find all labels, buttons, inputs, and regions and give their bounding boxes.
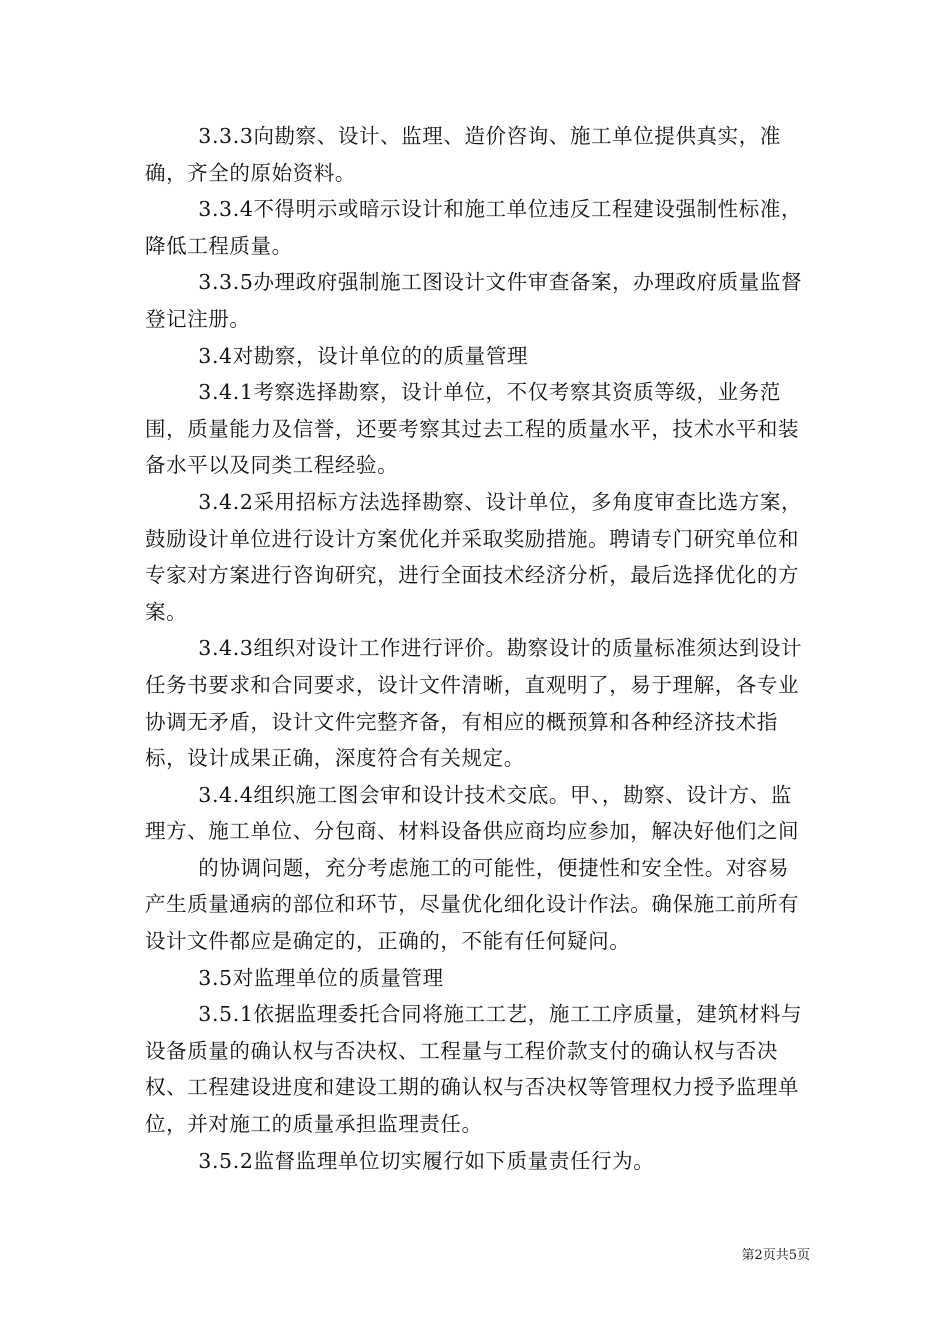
paragraph-3-4-4: 3.4.4组织施工图会审和设计技术交底。甲、，勘察、设计方、监理方、施工单位、分包商、材料设备供应商均应参加，解决好他们之间 — [145, 782, 800, 844]
section-heading-3-4: 3.4对勘察，设计单位的的质量管理 — [198, 343, 529, 368]
paragraph-3-4-3: 3.4.3组织对设计工作进行评价。勘察设计的质量标准须达到设计任务书要求和合同要求，设计文件清晰，直观明了，易于理解，各专业协调无矛盾，设计文件完整齐备，有相应的概预算和各种经济技术指标，设计成果正确，深度符合有关规定。 — [145, 636, 803, 771]
section-heading-3-5: 3.5对监理单位的质量管理 — [198, 965, 444, 990]
paragraph-3-5-2: 3.5.2监督监理单位切实履行如下质量责任行为。 — [198, 1148, 655, 1173]
document-body — [145, 118, 810, 1179]
paragraph-3-4-1: 3.4.1考察选择勘察，设计单位，不仅考察其资质等级，业务范围，质量能力及信誉，还要考察其过去工程的质量水平，技术水平和装备水平以及同类工程经验。 — [145, 380, 800, 478]
paragraph-3-4-2: 3.4.2采用招标方法选择勘察、设计单位，多角度审查比选方案，鼓励设计单位进行设计方案优化并采取奖励措施。聘请专门研究单位和专家对方案进行咨询研究，进行全面技术经济分析，最后选择优化的方案。 — [145, 489, 803, 624]
paragraph-3-5-1: 3.5.1依据监理委托合同将施工工艺，施工工序质量，建筑材料与设备质量的确认权与否决权、工程量与工程价款支付的确认权与否决权、工程建设进度和建设工期的确认权与否决权等管理权力授予监理单位，并对施工的质量承担监理责任。 — [145, 1002, 803, 1137]
paragraph-3-4-4-continued: 的协调问题，充分考虑施工的可能性，便捷性和安全性。对容易产生质量通病的部位和环节，尽量优化细化设计作法。确保施工前所有设计文件都应是确定的，正确的，不能有任何疑问。 — [145, 855, 800, 954]
page-number: 第2页共5页 — [741, 1248, 810, 1263]
paragraph-3-3-5: 3.3.5办理政府强制施工图设计文件审查备案，办理政府质量监督登记注册。 — [145, 270, 803, 331]
paragraph-3-3-3: 3.3.3向勘察、设计、监理、造价咨询、施工单位提供真实，准确，齐全的原始资料。 — [145, 124, 781, 185]
paragraph-3-3-4: 3.3.4不得明示或暗示设计和施工单位违反工程建设强制性标准，降低工程质量。 — [145, 197, 803, 258]
